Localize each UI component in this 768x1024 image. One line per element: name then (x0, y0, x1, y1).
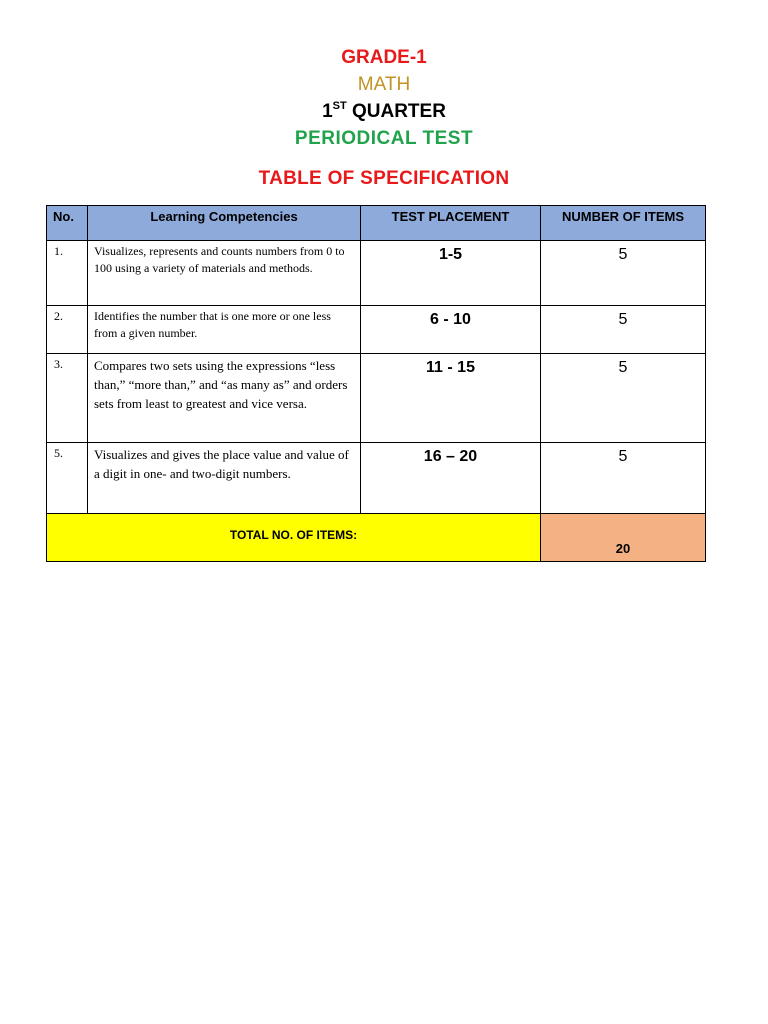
total-items-label: TOTAL NO. OF ITEMS: (47, 514, 541, 562)
table-row (47, 306, 706, 354)
grade-heading: GRADE-1 (341, 47, 427, 68)
subject-heading: MATH (357, 74, 411, 95)
column-header-competencies: Learning Competencies (88, 206, 361, 241)
competency-text: Visualizes, represents and counts numbers from 0 to 100 using a variety of materials and methods. (88, 241, 361, 306)
quarter-word: QUARTER (346, 101, 446, 122)
total-items-value: 20 (541, 514, 706, 562)
competency-text: Identifies the number that is one more or one less from a given number. (88, 306, 361, 354)
column-header-test-placement: TEST PLACEMENT (361, 206, 541, 241)
row-number: 5. (47, 443, 88, 514)
quarter-suffix: ST (332, 100, 347, 112)
number-of-items: 5 (541, 306, 706, 354)
table-title: TABLE OF SPECIFICATION (258, 168, 510, 189)
competency-text: Visualizes and gives the place value and value of a digit in one- and two-digit numbers. (88, 443, 361, 514)
total-row (47, 514, 706, 562)
specification-table (46, 205, 706, 562)
row-number: 2. (47, 306, 88, 354)
table-row (47, 443, 706, 514)
competency-text: Compares two sets using the expressions “less than,” “more than,” and “as many as” and orders sets from least to greatest and vice versa. (88, 354, 361, 443)
quarter-number: 1 (322, 101, 333, 122)
row-number: 1. (47, 241, 88, 306)
test-placement: 1-5 (361, 241, 541, 306)
test-placement: 16 – 20 (361, 443, 541, 514)
table-row (47, 354, 706, 443)
test-placement: 11 - 15 (361, 354, 541, 443)
column-header-no: No. (47, 206, 88, 241)
quarter-heading (0, 102, 768, 121)
number-of-items: 5 (541, 354, 706, 443)
table-row (47, 241, 706, 306)
row-number: 3. (47, 354, 88, 443)
number-of-items: 5 (541, 443, 706, 514)
test-name-heading: PERIODICAL TEST (294, 128, 474, 149)
column-header-number-of-items: NUMBER OF ITEMS (541, 206, 706, 241)
number-of-items: 5 (541, 241, 706, 306)
table-header-row (47, 206, 706, 241)
test-placement: 6 - 10 (361, 306, 541, 354)
